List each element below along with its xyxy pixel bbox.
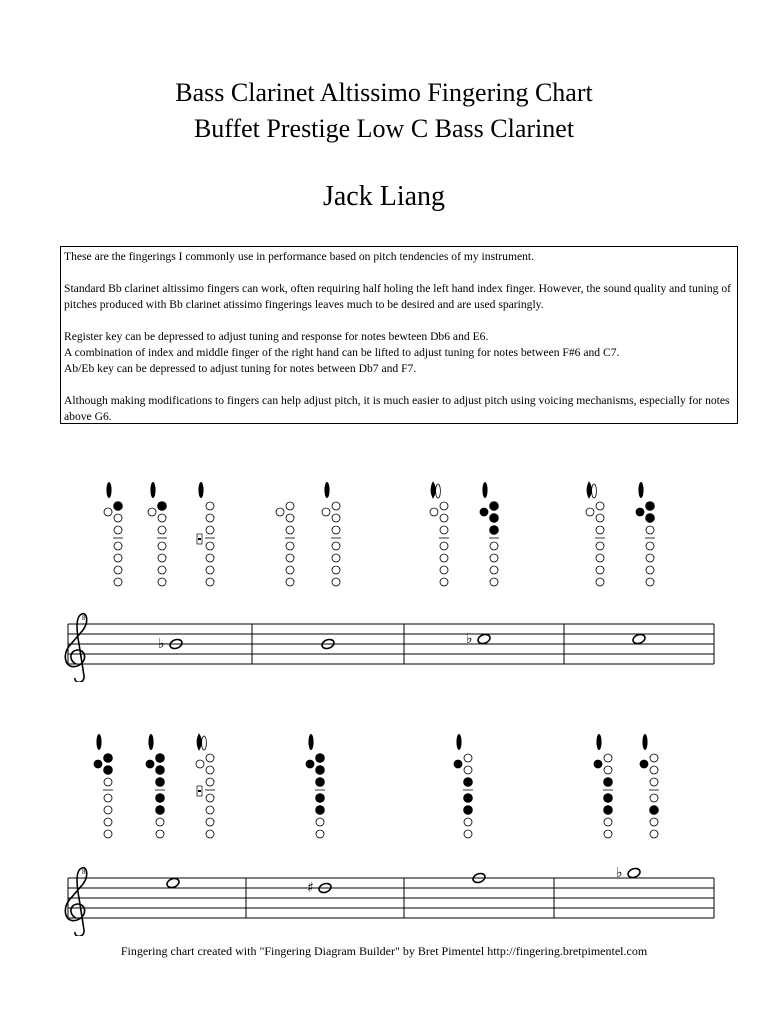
tone-hole-open — [286, 578, 294, 586]
whole-note — [166, 877, 181, 889]
tone-hole-open — [490, 578, 498, 586]
tone-hole-closed — [649, 805, 659, 815]
tone-hole-closed — [603, 793, 613, 803]
thumb-hole-closed — [640, 760, 649, 769]
tone-hole-open — [650, 754, 658, 762]
tone-hole-open — [286, 566, 294, 574]
tone-hole-open — [206, 766, 214, 774]
tone-hole-open — [646, 542, 654, 550]
register-key-closed — [324, 482, 329, 498]
register-key-closed — [198, 482, 203, 498]
register-key-closed — [96, 734, 101, 750]
tone-hole-open — [286, 554, 294, 562]
tone-hole-open — [490, 542, 498, 550]
tone-hole-open — [650, 766, 658, 774]
fingering-row — [0, 478, 768, 608]
tone-hole-open — [158, 526, 166, 534]
register-key-closed — [106, 482, 111, 498]
tone-hole-closed — [463, 777, 473, 787]
tone-hole-open — [440, 566, 448, 574]
fingering-diagram — [196, 734, 215, 838]
thumb-hole-open — [322, 508, 330, 516]
tone-hole-closed — [645, 501, 655, 511]
thumb-hole-open — [104, 508, 112, 516]
tone-hole-open — [206, 778, 214, 786]
tone-hole-closed — [315, 753, 325, 763]
tone-hole-open — [596, 566, 604, 574]
fingering-diagram — [454, 734, 473, 838]
tone-hole-open — [332, 502, 340, 510]
tone-hole-open — [646, 566, 654, 574]
tone-hole-open — [206, 806, 214, 814]
register-key-half — [587, 482, 592, 498]
tone-hole-open — [650, 794, 658, 802]
tone-hole-open — [464, 818, 472, 826]
note-paragraph-3 — [64, 329, 734, 377]
thumb-hole-closed — [146, 760, 155, 769]
tone-hole-open — [646, 526, 654, 534]
tone-hole-closed — [155, 777, 165, 787]
tone-hole-open — [440, 526, 448, 534]
tone-hole-closed — [315, 777, 325, 787]
thumb-hole-closed — [636, 508, 645, 517]
fingering-diagram — [306, 734, 325, 838]
tone-hole-open — [114, 554, 122, 562]
register-key-closed — [638, 482, 643, 498]
tone-hole-open — [114, 526, 122, 534]
register-key-half — [197, 734, 202, 750]
tone-hole-open — [286, 542, 294, 550]
tone-hole-open — [206, 526, 214, 534]
tone-hole-open — [206, 794, 214, 802]
tone-hole-open — [604, 754, 612, 762]
tone-hole-closed — [155, 805, 165, 815]
register-key-closed — [456, 734, 461, 750]
thumb-hole-open — [430, 508, 438, 516]
tone-hole-open — [104, 794, 112, 802]
note-right-hand: A combination of index and middle finger of the right hand can be lifted to adjust tuning for notes between F#6 and C7. — [64, 346, 620, 359]
tone-hole-open — [156, 830, 164, 838]
tone-hole-closed — [155, 753, 165, 763]
register-key-closed — [642, 734, 647, 750]
register-key-closed — [308, 734, 313, 750]
tone-hole-open — [158, 542, 166, 550]
thumb-hole-closed — [454, 760, 463, 769]
tone-hole-closed — [157, 501, 167, 511]
tone-hole-open — [158, 566, 166, 574]
tone-hole-open — [490, 554, 498, 562]
register-key-closed — [596, 734, 601, 750]
accidental-flat: ♭ — [616, 866, 623, 881]
fingering-diagram — [430, 482, 449, 586]
tone-hole-open — [604, 818, 612, 826]
side-key-pressed — [198, 538, 201, 540]
thumb-hole-closed — [306, 760, 315, 769]
tone-hole-open — [206, 830, 214, 838]
tone-hole-closed — [603, 777, 613, 787]
notes-box — [60, 246, 738, 424]
tone-hole-open — [316, 818, 324, 826]
tone-hole-open — [490, 566, 498, 574]
tone-hole-open — [206, 578, 214, 586]
thumb-hole-open — [586, 508, 594, 516]
side-key-pressed — [198, 790, 201, 792]
tone-hole-open — [158, 578, 166, 586]
accidental-flat: ♭ — [466, 631, 473, 647]
tone-hole-open — [104, 778, 112, 786]
note-register-key: Register key can be depressed to adjust tuning and response for notes bewteen Db6 and E6. — [64, 330, 489, 343]
tone-hole-open — [206, 554, 214, 562]
tone-hole-open — [114, 578, 122, 586]
tone-hole-open — [158, 554, 166, 562]
tone-hole-open — [114, 514, 122, 522]
register-key-half — [431, 482, 436, 498]
register-key-open — [592, 484, 597, 498]
register-key-closed — [150, 482, 155, 498]
tone-hole-open — [104, 806, 112, 814]
fingering-diagram — [276, 502, 295, 586]
tone-hole-open — [316, 830, 324, 838]
tone-hole-open — [650, 818, 658, 826]
tone-hole-open — [596, 502, 604, 510]
thumb-hole-closed — [94, 760, 103, 769]
tone-hole-open — [332, 566, 340, 574]
tone-hole-closed — [315, 805, 325, 815]
tone-hole-open — [104, 830, 112, 838]
instrument-subtitle: Buffet Prestige Low C Bass Clarinet — [193, 114, 575, 143]
tone-hole-closed — [315, 793, 325, 803]
tone-hole-open — [464, 754, 472, 762]
octave-marker: 8 — [82, 614, 86, 622]
tone-hole-open — [646, 554, 654, 562]
whole-note — [466, 631, 491, 647]
tone-hole-open — [206, 818, 214, 826]
tone-hole-closed — [103, 765, 113, 775]
tone-hole-open — [596, 542, 604, 550]
tone-hole-closed — [463, 805, 473, 815]
tone-hole-open — [332, 526, 340, 534]
tone-hole-open — [596, 554, 604, 562]
tone-hole-open — [650, 830, 658, 838]
tone-hole-open — [332, 514, 340, 522]
tone-hole-open — [206, 566, 214, 574]
tone-hole-closed — [489, 525, 499, 535]
tone-hole-open — [604, 830, 612, 838]
whole-note — [616, 866, 641, 881]
tone-hole-open — [286, 526, 294, 534]
tone-hole-open — [440, 542, 448, 550]
tone-hole-closed — [645, 513, 655, 523]
music-staff — [0, 612, 768, 682]
thumb-hole-open — [276, 508, 284, 516]
tone-hole-open — [646, 578, 654, 586]
tone-hole-open — [332, 578, 340, 586]
tone-hole-open — [464, 766, 472, 774]
tone-hole-closed — [315, 765, 325, 775]
tone-hole-open — [440, 514, 448, 522]
register-key-open — [436, 484, 441, 498]
tone-hole-open — [596, 578, 604, 586]
music-staff — [0, 866, 768, 936]
fingering-diagram — [594, 734, 613, 838]
tone-hole-open — [440, 502, 448, 510]
tone-hole-open — [158, 514, 166, 522]
author-name: Jack Liang — [322, 181, 446, 212]
fingering-diagram — [146, 734, 165, 838]
note-paragraph-2: Standard Bb clarinet altissimo fingers can work, often requiring half holing the left hand index finger. However, the sound quality and tuning of pitches produced with Bb clarinet atissimo fingerings leaves much to be desired and are used sparingly. — [64, 282, 731, 311]
register-key-closed — [482, 482, 487, 498]
tone-hole-open — [596, 526, 604, 534]
tone-hole-open — [104, 818, 112, 826]
tone-hole-closed — [489, 513, 499, 523]
tone-hole-open — [286, 502, 294, 510]
tone-hole-closed — [103, 753, 113, 763]
fingering-diagram — [148, 482, 167, 586]
fingering-diagram — [104, 482, 123, 586]
tone-hole-closed — [113, 501, 123, 511]
tone-hole-closed — [463, 793, 473, 803]
fingering-diagram — [197, 482, 215, 586]
accidental-sharp: ♯ — [307, 880, 314, 896]
fingering-diagram — [640, 734, 659, 838]
note-paragraph-1: These are the fingerings I commonly use in performance based on pitch tendencies of my instrument. — [64, 250, 535, 263]
footer-credit: Fingering chart created with "Fingering Diagram Builder" by Bret Pimentel http://fingering.bretpimentel.com — [120, 944, 648, 958]
tone-hole-open — [464, 830, 472, 838]
whole-note — [632, 633, 647, 645]
octave-marker: 8 — [82, 868, 86, 876]
fingering-diagram — [636, 482, 655, 586]
tone-hole-closed — [603, 805, 613, 815]
tone-hole-open — [332, 554, 340, 562]
tone-hole-open — [286, 514, 294, 522]
note-paragraph-4: Although making modifications to fingers can help adjust pitch, it is much easier to adjust pitch using voicing mechanisms, especially for notes above G6. — [64, 394, 730, 423]
tone-hole-open — [114, 542, 122, 550]
register-key-open — [202, 736, 207, 750]
tone-hole-open — [206, 514, 214, 522]
fingering-diagram — [94, 734, 113, 838]
tone-hole-open — [114, 566, 122, 574]
tone-hole-open — [604, 766, 612, 774]
chart-title: Bass Clarinet Altissimo Fingering Chart — [175, 78, 593, 107]
tone-hole-closed — [489, 501, 499, 511]
register-key-closed — [148, 734, 153, 750]
tone-hole-open — [596, 514, 604, 522]
fingering-diagram — [322, 482, 341, 586]
accidental-flat: ♭ — [158, 636, 165, 652]
tone-hole-open — [206, 754, 214, 762]
tone-hole-open — [440, 554, 448, 562]
tone-hole-open — [156, 818, 164, 826]
tone-hole-closed — [155, 793, 165, 803]
thumb-hole-closed — [480, 508, 489, 517]
fingering-row — [0, 730, 768, 860]
fingering-diagram — [480, 482, 499, 586]
tone-hole-open — [650, 778, 658, 786]
fingering-diagram — [586, 482, 605, 586]
tone-hole-open — [206, 542, 214, 550]
tone-hole-open — [206, 502, 214, 510]
tone-hole-closed — [155, 765, 165, 775]
tone-hole-open — [332, 542, 340, 550]
tone-hole-open — [440, 578, 448, 586]
thumb-hole-open — [148, 508, 156, 516]
thumb-hole-open — [196, 760, 204, 768]
thumb-hole-closed — [594, 760, 603, 769]
note-ab-eb-key: Ab/Eb key can be depressed to adjust tuning for notes between Db7 and F7. — [64, 362, 417, 375]
